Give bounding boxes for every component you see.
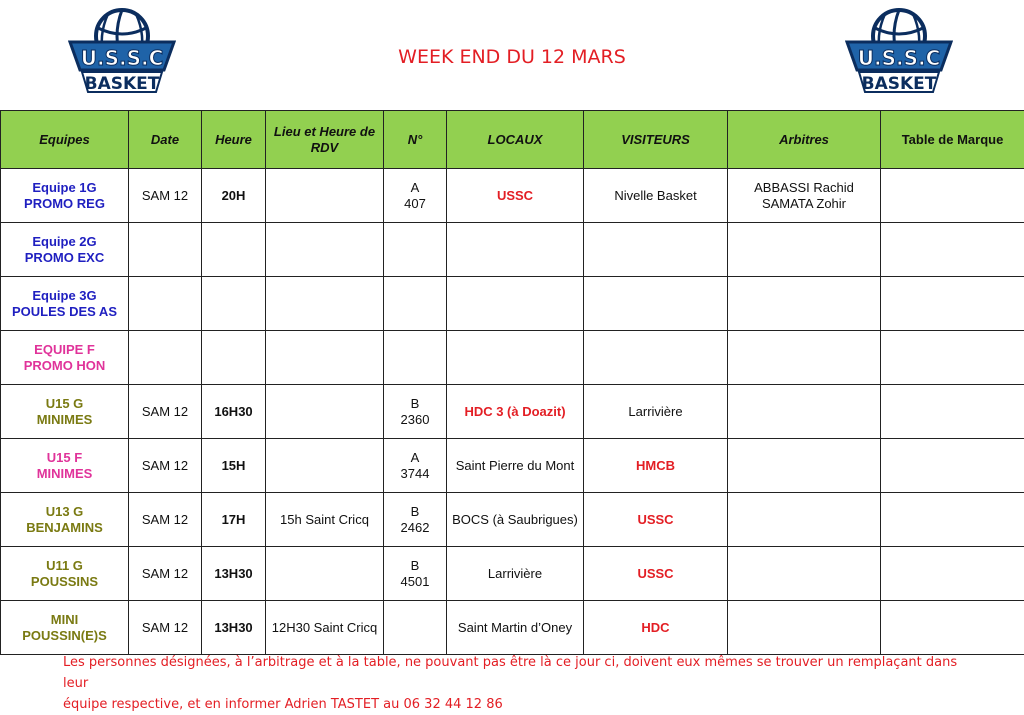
- numero-cell: [384, 601, 447, 655]
- rdv-cell: [266, 277, 384, 331]
- visiteurs-cell: [584, 331, 728, 385]
- team-level: MINIMES: [3, 412, 126, 428]
- svg-text:BASKET: BASKET: [85, 74, 160, 94]
- table-row: [1, 223, 1024, 277]
- visiteurs-cell: [584, 493, 728, 547]
- team-name: U15 G: [3, 396, 126, 412]
- numero-cell: [384, 169, 447, 223]
- arbitres-cell: [728, 493, 881, 547]
- team-name: Equipe 1G: [3, 180, 126, 196]
- team-cell: [1, 439, 129, 493]
- numero-cell: [384, 331, 447, 385]
- table-marque-cell: [881, 601, 1024, 655]
- locaux-cell: [447, 223, 584, 277]
- locaux-value: Larrivière: [449, 566, 581, 582]
- locaux-cell: [447, 493, 584, 547]
- table-marque-cell: [881, 439, 1024, 493]
- heure-cell: [202, 223, 266, 277]
- team-level: PROMO REG: [3, 196, 126, 212]
- team-name: EQUIPE F: [3, 342, 126, 358]
- locaux-value: Saint Pierre du Mont: [449, 458, 581, 474]
- arbitres-cell: [728, 385, 881, 439]
- table-row: [1, 331, 1024, 385]
- team-cell: [1, 601, 129, 655]
- table-row: [1, 277, 1024, 331]
- rdv-cell: [266, 331, 384, 385]
- rdv-value: 12H30 Saint Cricq: [268, 620, 381, 636]
- arbitre-1: ABBASSI Rachid: [730, 180, 878, 196]
- visiteurs-cell: [584, 169, 728, 223]
- table-row: [1, 169, 1024, 223]
- date-cell: [129, 547, 202, 601]
- team-level: POUSSIN(E)S: [3, 628, 126, 644]
- visiteurs-value: USSC: [586, 566, 725, 582]
- arbitres-cell: [728, 601, 881, 655]
- visiteurs-value: USSC: [586, 512, 725, 528]
- svg-text:U.S.S.C: U.S.S.C: [81, 46, 164, 70]
- schedule-table: [0, 110, 1024, 655]
- team-cell: [1, 493, 129, 547]
- team-level: PROMO HON: [3, 358, 126, 374]
- numero-cell: [384, 385, 447, 439]
- heure-value: 13H30: [204, 620, 263, 636]
- date-cell: [129, 493, 202, 547]
- visiteurs-value: Nivelle Basket: [586, 188, 725, 204]
- heure-cell: [202, 601, 266, 655]
- heure-cell: [202, 439, 266, 493]
- arbitre-2: SAMATA Zohir: [730, 196, 878, 212]
- table-marque-cell: [881, 169, 1024, 223]
- locaux-cell: [447, 385, 584, 439]
- ussc-basket-logo-right: [845, 6, 953, 96]
- table-row: [1, 385, 1024, 439]
- svg-text:BASKET: BASKET: [862, 74, 937, 94]
- arbitres-cell: [728, 277, 881, 331]
- arbitres-cell: [728, 331, 881, 385]
- arbitres-cell: [728, 169, 881, 223]
- visiteurs-cell: [584, 223, 728, 277]
- table-marque-cell: [881, 277, 1024, 331]
- date-value: SAM 12: [131, 188, 199, 204]
- heure-cell: [202, 169, 266, 223]
- team-name: Equipe 2G: [3, 234, 126, 250]
- numero-value: 4501: [386, 574, 444, 590]
- heure-cell: [202, 493, 266, 547]
- date-cell: [129, 439, 202, 493]
- rdv-value: 15h Saint Cricq: [268, 512, 381, 528]
- heure-cell: [202, 331, 266, 385]
- locaux-value: BOCS (à Saubrigues): [449, 512, 581, 528]
- arbitres-cell: [728, 547, 881, 601]
- locaux-cell: [447, 277, 584, 331]
- arbitres-cell: [728, 223, 881, 277]
- team-cell: [1, 277, 129, 331]
- numero-cell: [384, 223, 447, 277]
- arbitres-cell: [728, 439, 881, 493]
- footer-note: [63, 652, 963, 715]
- header-arbitres: Arbitres: [728, 111, 881, 169]
- numero-letter: A: [386, 450, 444, 466]
- date-value: SAM 12: [131, 458, 199, 474]
- rdv-cell: [266, 385, 384, 439]
- table-marque-cell: [881, 223, 1024, 277]
- header-locaux: LOCAUX: [447, 111, 584, 169]
- team-level: MINIMES: [3, 466, 126, 482]
- header-heure: Heure: [202, 111, 266, 169]
- header-numero: N°: [384, 111, 447, 169]
- team-cell: [1, 331, 129, 385]
- visiteurs-cell: [584, 601, 728, 655]
- heure-value: 15H: [204, 458, 263, 474]
- visiteurs-cell: [584, 277, 728, 331]
- page-title: WEEK END DU 12 MARS: [0, 46, 1024, 68]
- numero-value: 407: [386, 196, 444, 212]
- header-row: [1, 111, 1024, 169]
- locaux-cell: [447, 439, 584, 493]
- rdv-cell: [266, 601, 384, 655]
- visiteurs-value: HMCB: [586, 458, 725, 474]
- footer-note-line-1: Les personnes désignées, à l’arbitrage et à la table, ne pouvant pas être là ce jour ci, doivent eux mêmes se trouver un remplaçant dans leur: [63, 652, 963, 694]
- team-cell: [1, 169, 129, 223]
- visiteurs-value: Larrivière: [586, 404, 725, 420]
- date-value: SAM 12: [131, 404, 199, 420]
- numero-cell: [384, 277, 447, 331]
- numero-cell: [384, 547, 447, 601]
- team-level: POULES DES AS: [3, 304, 126, 320]
- locaux-value: HDC 3 (à Doazit): [449, 404, 581, 420]
- date-value: SAM 12: [131, 566, 199, 582]
- team-name: U15 F: [3, 450, 126, 466]
- numero-cell: [384, 439, 447, 493]
- rdv-cell: [266, 493, 384, 547]
- header-lieu-rdv: Lieu et Heure de RDV: [266, 111, 384, 169]
- numero-value: 3744: [386, 466, 444, 482]
- rdv-cell: [266, 547, 384, 601]
- visiteurs-cell: [584, 547, 728, 601]
- locaux-value: Saint Martin d’Oney: [449, 620, 581, 636]
- table-row: [1, 601, 1024, 655]
- rdv-cell: [266, 169, 384, 223]
- locaux-value: USSC: [449, 188, 581, 204]
- heure-cell: [202, 385, 266, 439]
- heure-value: 17H: [204, 512, 263, 528]
- team-level: PROMO EXC: [3, 250, 126, 266]
- table-row: [1, 439, 1024, 493]
- heure-value: 13H30: [204, 566, 263, 582]
- date-cell: [129, 169, 202, 223]
- numero-value: 2462: [386, 520, 444, 536]
- date-cell: [129, 223, 202, 277]
- heure-cell: [202, 547, 266, 601]
- table-marque-cell: [881, 493, 1024, 547]
- team-cell: [1, 547, 129, 601]
- visiteurs-cell: [584, 439, 728, 493]
- locaux-cell: [447, 169, 584, 223]
- team-name: MINI: [3, 612, 126, 628]
- date-value: SAM 12: [131, 620, 199, 636]
- header-equipes: Equipes: [1, 111, 129, 169]
- team-level: BENJAMINS: [3, 520, 126, 536]
- date-value: SAM 12: [131, 512, 199, 528]
- numero-letter: B: [386, 396, 444, 412]
- date-cell: [129, 601, 202, 655]
- rdv-cell: [266, 223, 384, 277]
- team-cell: [1, 385, 129, 439]
- table-row: [1, 493, 1024, 547]
- date-cell: [129, 385, 202, 439]
- team-name: U13 G: [3, 504, 126, 520]
- locaux-cell: [447, 601, 584, 655]
- table-marque-cell: [881, 385, 1024, 439]
- team-name: U11 G: [3, 558, 126, 574]
- locaux-cell: [447, 547, 584, 601]
- heure-value: 20H: [204, 188, 263, 204]
- visiteurs-cell: [584, 385, 728, 439]
- footer-note-line-2: équipe respective, et en informer Adrien TASTET au 06 32 44 12 86: [63, 694, 963, 715]
- date-cell: [129, 331, 202, 385]
- heure-cell: [202, 277, 266, 331]
- locaux-cell: [447, 331, 584, 385]
- numero-cell: [384, 493, 447, 547]
- numero-letter: A: [386, 180, 444, 196]
- header-visiteurs: VISITEURS: [584, 111, 728, 169]
- header-date: Date: [129, 111, 202, 169]
- numero-letter: B: [386, 504, 444, 520]
- table-marque-cell: [881, 547, 1024, 601]
- team-name: Equipe 3G: [3, 288, 126, 304]
- date-cell: [129, 277, 202, 331]
- numero-letter: B: [386, 558, 444, 574]
- numero-value: 2360: [386, 412, 444, 428]
- table-marque-cell: [881, 331, 1024, 385]
- table-row: [1, 547, 1024, 601]
- heure-value: 16H30: [204, 404, 263, 420]
- visiteurs-value: HDC: [586, 620, 725, 636]
- header-table-de-marque: Table de Marque: [881, 111, 1024, 169]
- team-level: POUSSINS: [3, 574, 126, 590]
- svg-text:U.S.S.C: U.S.S.C: [858, 46, 941, 70]
- rdv-cell: [266, 439, 384, 493]
- team-cell: [1, 223, 129, 277]
